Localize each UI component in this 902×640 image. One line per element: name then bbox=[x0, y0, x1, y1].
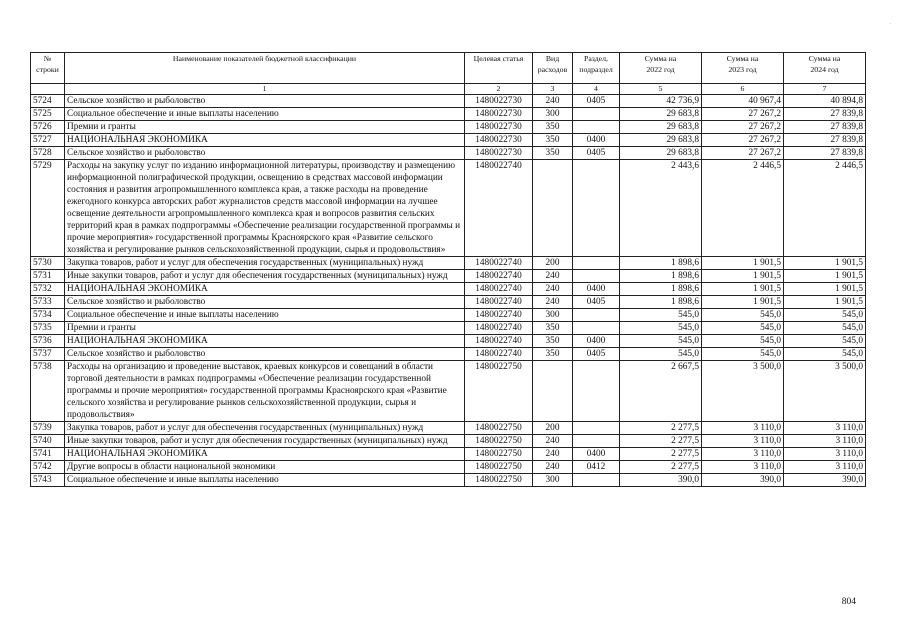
row-section bbox=[573, 422, 620, 435]
row-kind: 350 bbox=[533, 335, 573, 348]
row-sum-2024: 3 110,0 bbox=[784, 461, 866, 474]
table-row bbox=[31, 95, 866, 108]
column-number: 7 bbox=[784, 84, 866, 95]
row-sum-2023: 545,0 bbox=[702, 309, 784, 322]
row-name: НАЦИОНАЛЬНАЯ ЭКОНОМИКА bbox=[65, 448, 465, 461]
row-name: Сельское хозяйство и рыболовство bbox=[65, 95, 465, 108]
row-sum-2024: 545,0 bbox=[784, 335, 866, 348]
row-sum-2022: 29 683,8 bbox=[620, 147, 702, 160]
row-number: 5736 bbox=[31, 335, 65, 348]
column-number bbox=[31, 84, 65, 95]
row-number: 5725 bbox=[31, 108, 65, 121]
page-number: 804 bbox=[841, 597, 856, 607]
row-kind bbox=[533, 160, 573, 257]
row-kind: 350 bbox=[533, 348, 573, 361]
row-name: Расходы на закупку услуг по изданию информационной литературы, производству и размещению информационной полиграфической продукции, освещению в средствах массовой информации состояния и развития агропромышленного комплекса края, а также расходы на проведение ежегодного конкурса авторских работ журналистов средств массовой информации на лучшее освещение деятельности агропромышленного комплекса края и вопросов развития сельских территорий края в рамках подпрограммы «Обеспечение реализации государственной программы и прочие мероприятия» государственной программы Красноярского края «Развитие сельского хозяйства и регулирование рынков сельскохозяйственной продукции, сырья и продовольствия» bbox=[65, 160, 465, 257]
row-sum-2023: 2 446,5 bbox=[702, 160, 784, 257]
header-row-no: № строки bbox=[31, 53, 65, 84]
row-sum-2024: 1 901,5 bbox=[784, 257, 866, 270]
row-number: 5738 bbox=[31, 361, 65, 422]
row-sum-2023: 3 110,0 bbox=[702, 448, 784, 461]
row-kind: 240 bbox=[533, 461, 573, 474]
row-sum-2023: 3 110,0 bbox=[702, 422, 784, 435]
row-name: Расходы на организацию и проведение выставок, краевых конкурсов и совещаний в области торговой деятельности в рамках подпрограммы «Обеспечение реализации государственной программы и прочие мероприятия» государственной программы Красноярского края «Развитие сельского хозяйства и регулирование рынков сельскохозяйственной продукции, сырья и продовольствия» bbox=[65, 361, 465, 422]
row-sum-2023: 3 500,0 bbox=[702, 361, 784, 422]
table-row bbox=[31, 296, 866, 309]
row-target: 1480022750 bbox=[465, 448, 533, 461]
row-sum-2023: 390,0 bbox=[702, 474, 784, 487]
row-number: 5727 bbox=[31, 134, 65, 147]
row-number: 5734 bbox=[31, 309, 65, 322]
row-sum-2023: 27 267,2 bbox=[702, 134, 784, 147]
row-sum-2023: 545,0 bbox=[702, 348, 784, 361]
column-number: 5 bbox=[620, 84, 702, 95]
row-sum-2024: 27 839,8 bbox=[784, 108, 866, 121]
header-row bbox=[31, 53, 866, 84]
table-row bbox=[31, 160, 866, 257]
row-sum-2023: 27 267,2 bbox=[702, 147, 784, 160]
row-kind: 240 bbox=[533, 296, 573, 309]
row-section: 0405 bbox=[573, 348, 620, 361]
row-sum-2024: 3 110,0 bbox=[784, 448, 866, 461]
row-sum-2024: 1 901,5 bbox=[784, 270, 866, 283]
row-kind: 200 bbox=[533, 422, 573, 435]
row-section bbox=[573, 309, 620, 322]
row-number: 5740 bbox=[31, 435, 65, 448]
row-sum-2022: 2 277,5 bbox=[620, 448, 702, 461]
row-sum-2024: 40 894,8 bbox=[784, 95, 866, 108]
row-number: 5737 bbox=[31, 348, 65, 361]
row-section: 0405 bbox=[573, 147, 620, 160]
row-target: 1480022730 bbox=[465, 134, 533, 147]
column-number: 2 bbox=[465, 84, 533, 95]
row-name: НАЦИОНАЛЬНАЯ ЭКОНОМИКА bbox=[65, 134, 465, 147]
row-target: 1480022740 bbox=[465, 335, 533, 348]
row-sum-2022: 545,0 bbox=[620, 309, 702, 322]
row-name: Сельское хозяйство и рыболовство bbox=[65, 348, 465, 361]
row-target: 1480022750 bbox=[465, 422, 533, 435]
row-kind: 240 bbox=[533, 95, 573, 108]
row-name: Премии и гранты bbox=[65, 121, 465, 134]
row-sum-2024: 2 446,5 bbox=[784, 160, 866, 257]
row-name: Закупка товаров, работ и услуг для обеспечения государственных (муниципальных) нужд bbox=[65, 257, 465, 270]
row-target: 1480022740 bbox=[465, 322, 533, 335]
row-sum-2023: 3 110,0 bbox=[702, 435, 784, 448]
row-target: 1480022730 bbox=[465, 95, 533, 108]
row-section: 0405 bbox=[573, 296, 620, 309]
row-kind bbox=[533, 361, 573, 422]
table-row bbox=[31, 474, 866, 487]
row-sum-2022: 42 736,9 bbox=[620, 95, 702, 108]
row-sum-2022: 2 667,5 bbox=[620, 361, 702, 422]
table-row bbox=[31, 108, 866, 121]
row-sum-2024: 390,0 bbox=[784, 474, 866, 487]
column-number: 1 bbox=[65, 84, 465, 95]
row-sum-2023: 545,0 bbox=[702, 335, 784, 348]
row-kind: 240 bbox=[533, 435, 573, 448]
row-target: 1480022740 bbox=[465, 160, 533, 257]
row-number: 5735 bbox=[31, 322, 65, 335]
row-section bbox=[573, 257, 620, 270]
row-sum-2022: 29 683,8 bbox=[620, 121, 702, 134]
row-sum-2022: 545,0 bbox=[620, 348, 702, 361]
table-row bbox=[31, 322, 866, 335]
row-sum-2022: 545,0 bbox=[620, 322, 702, 335]
row-sum-2024: 3 110,0 bbox=[784, 435, 866, 448]
table-row bbox=[31, 309, 866, 322]
row-number: 5730 bbox=[31, 257, 65, 270]
row-number: 5732 bbox=[31, 283, 65, 296]
row-sum-2022: 1 898,6 bbox=[620, 296, 702, 309]
row-sum-2024: 27 839,8 bbox=[784, 121, 866, 134]
row-name: Социальное обеспечение и иные выплаты населению bbox=[65, 108, 465, 121]
row-name: Закупка товаров, работ и услуг для обеспечения государственных (муниципальных) нужд bbox=[65, 422, 465, 435]
table-row bbox=[31, 335, 866, 348]
row-sum-2022: 2 277,5 bbox=[620, 461, 702, 474]
row-section: 0412 bbox=[573, 461, 620, 474]
row-section: 0400 bbox=[573, 283, 620, 296]
table-row bbox=[31, 270, 866, 283]
table-row bbox=[31, 448, 866, 461]
row-sum-2023: 27 267,2 bbox=[702, 121, 784, 134]
row-section bbox=[573, 108, 620, 121]
row-number: 5731 bbox=[31, 270, 65, 283]
row-kind: 350 bbox=[533, 147, 573, 160]
row-sum-2023: 3 110,0 bbox=[702, 461, 784, 474]
row-sum-2022: 2 277,5 bbox=[620, 435, 702, 448]
row-sum-2022: 2 277,5 bbox=[620, 422, 702, 435]
row-number: 5728 bbox=[31, 147, 65, 160]
row-name: Премии и гранты bbox=[65, 322, 465, 335]
row-sum-2022: 1 898,6 bbox=[620, 270, 702, 283]
row-sum-2022: 1 898,6 bbox=[620, 283, 702, 296]
row-kind: 350 bbox=[533, 134, 573, 147]
row-name: Иные закупки товаров, работ и услуг для обеспечения государственных (муниципальных) нужд bbox=[65, 435, 465, 448]
row-target: 1480022740 bbox=[465, 309, 533, 322]
row-section bbox=[573, 361, 620, 422]
row-name: Сельское хозяйство и рыболовство bbox=[65, 296, 465, 309]
row-sum-2023: 545,0 bbox=[702, 322, 784, 335]
row-sum-2022: 29 683,8 bbox=[620, 134, 702, 147]
table-row bbox=[31, 461, 866, 474]
row-sum-2023: 1 901,5 bbox=[702, 257, 784, 270]
row-name: Социальное обеспечение и иные выплаты населению bbox=[65, 309, 465, 322]
row-target: 1480022740 bbox=[465, 296, 533, 309]
header-sum-2023: Сумма на 2023 год bbox=[702, 53, 784, 84]
row-sum-2022: 390,0 bbox=[620, 474, 702, 487]
row-kind: 240 bbox=[533, 283, 573, 296]
row-number: 5743 bbox=[31, 474, 65, 487]
row-kind: 300 bbox=[533, 309, 573, 322]
row-section bbox=[573, 322, 620, 335]
table-row bbox=[31, 257, 866, 270]
row-sum-2022: 1 898,6 bbox=[620, 257, 702, 270]
header-target: Целевая статья bbox=[465, 53, 533, 84]
row-kind: 300 bbox=[533, 108, 573, 121]
row-number: 5726 bbox=[31, 121, 65, 134]
row-number: 5729 bbox=[31, 160, 65, 257]
row-section bbox=[573, 435, 620, 448]
header-kind: Вид расходов bbox=[533, 53, 573, 84]
row-target: 1480022740 bbox=[465, 283, 533, 296]
table-row bbox=[31, 283, 866, 296]
row-sum-2024: 27 839,8 bbox=[784, 134, 866, 147]
row-target: 1480022750 bbox=[465, 474, 533, 487]
row-kind: 200 bbox=[533, 257, 573, 270]
row-number: 5739 bbox=[31, 422, 65, 435]
row-name: НАЦИОНАЛЬНАЯ ЭКОНОМИКА bbox=[65, 335, 465, 348]
table-row bbox=[31, 361, 866, 422]
table-row bbox=[31, 422, 866, 435]
column-number: 4 bbox=[573, 84, 620, 95]
corner-mark: . bbox=[889, 20, 891, 26]
row-target: 1480022740 bbox=[465, 257, 533, 270]
table-body bbox=[31, 95, 866, 487]
row-section: 0400 bbox=[573, 448, 620, 461]
row-sum-2024: 3 500,0 bbox=[784, 361, 866, 422]
row-kind: 240 bbox=[533, 270, 573, 283]
budget-table bbox=[30, 52, 866, 487]
row-name: Другие вопросы в области национальной экономики bbox=[65, 461, 465, 474]
table-row bbox=[31, 348, 866, 361]
row-kind: 240 bbox=[533, 448, 573, 461]
row-sum-2024: 27 839,8 bbox=[784, 147, 866, 160]
row-number: 5741 bbox=[31, 448, 65, 461]
row-section: 0400 bbox=[573, 335, 620, 348]
row-name: НАЦИОНАЛЬНАЯ ЭКОНОМИКА bbox=[65, 283, 465, 296]
row-sum-2024: 1 901,5 bbox=[784, 296, 866, 309]
row-kind: 350 bbox=[533, 121, 573, 134]
row-sum-2023: 1 901,5 bbox=[702, 270, 784, 283]
row-sum-2022: 545,0 bbox=[620, 335, 702, 348]
table-row bbox=[31, 134, 866, 147]
row-name: Социальное обеспечение и иные выплаты населению bbox=[65, 474, 465, 487]
table-row bbox=[31, 121, 866, 134]
column-number: 3 bbox=[533, 84, 573, 95]
row-sum-2022: 29 683,8 bbox=[620, 108, 702, 121]
row-sum-2023: 40 967,4 bbox=[702, 95, 784, 108]
row-kind: 300 bbox=[533, 474, 573, 487]
row-sum-2023: 27 267,2 bbox=[702, 108, 784, 121]
row-section: 0400 bbox=[573, 134, 620, 147]
header-section: Раздел, подраздел bbox=[573, 53, 620, 84]
row-sum-2024: 545,0 bbox=[784, 309, 866, 322]
row-kind: 350 bbox=[533, 322, 573, 335]
row-target: 1480022730 bbox=[465, 147, 533, 160]
header-name: Наименование показателей бюджетной классификации bbox=[65, 53, 465, 84]
row-sum-2023: 1 901,5 bbox=[702, 296, 784, 309]
row-section bbox=[573, 160, 620, 257]
row-sum-2024: 1 901,5 bbox=[784, 283, 866, 296]
budget-sheet bbox=[30, 52, 865, 487]
table-row bbox=[31, 147, 866, 160]
row-sum-2024: 545,0 bbox=[784, 322, 866, 335]
row-target: 1480022740 bbox=[465, 348, 533, 361]
table-row bbox=[31, 435, 866, 448]
row-section bbox=[573, 121, 620, 134]
row-target: 1480022730 bbox=[465, 108, 533, 121]
row-sum-2024: 3 110,0 bbox=[784, 422, 866, 435]
column-number-row bbox=[31, 84, 866, 95]
row-section bbox=[573, 270, 620, 283]
row-target: 1480022750 bbox=[465, 435, 533, 448]
row-section bbox=[573, 474, 620, 487]
header-sum-2022: Сумма на 2022 год bbox=[620, 53, 702, 84]
row-target: 1480022730 bbox=[465, 121, 533, 134]
row-name: Сельское хозяйство и рыболовство bbox=[65, 147, 465, 160]
header-sum-2024: Сумма на 2024 год bbox=[784, 53, 866, 84]
row-name: Иные закупки товаров, работ и услуг для обеспечения государственных (муниципальных) нужд bbox=[65, 270, 465, 283]
row-sum-2023: 1 901,5 bbox=[702, 283, 784, 296]
column-number: 6 bbox=[702, 84, 784, 95]
row-target: 1480022750 bbox=[465, 361, 533, 422]
row-target: 1480022750 bbox=[465, 461, 533, 474]
row-number: 5733 bbox=[31, 296, 65, 309]
row-number: 5724 bbox=[31, 95, 65, 108]
row-section: 0405 bbox=[573, 95, 620, 108]
row-number: 5742 bbox=[31, 461, 65, 474]
row-sum-2022: 2 443,6 bbox=[620, 160, 702, 257]
row-target: 1480022740 bbox=[465, 270, 533, 283]
row-sum-2024: 545,0 bbox=[784, 348, 866, 361]
